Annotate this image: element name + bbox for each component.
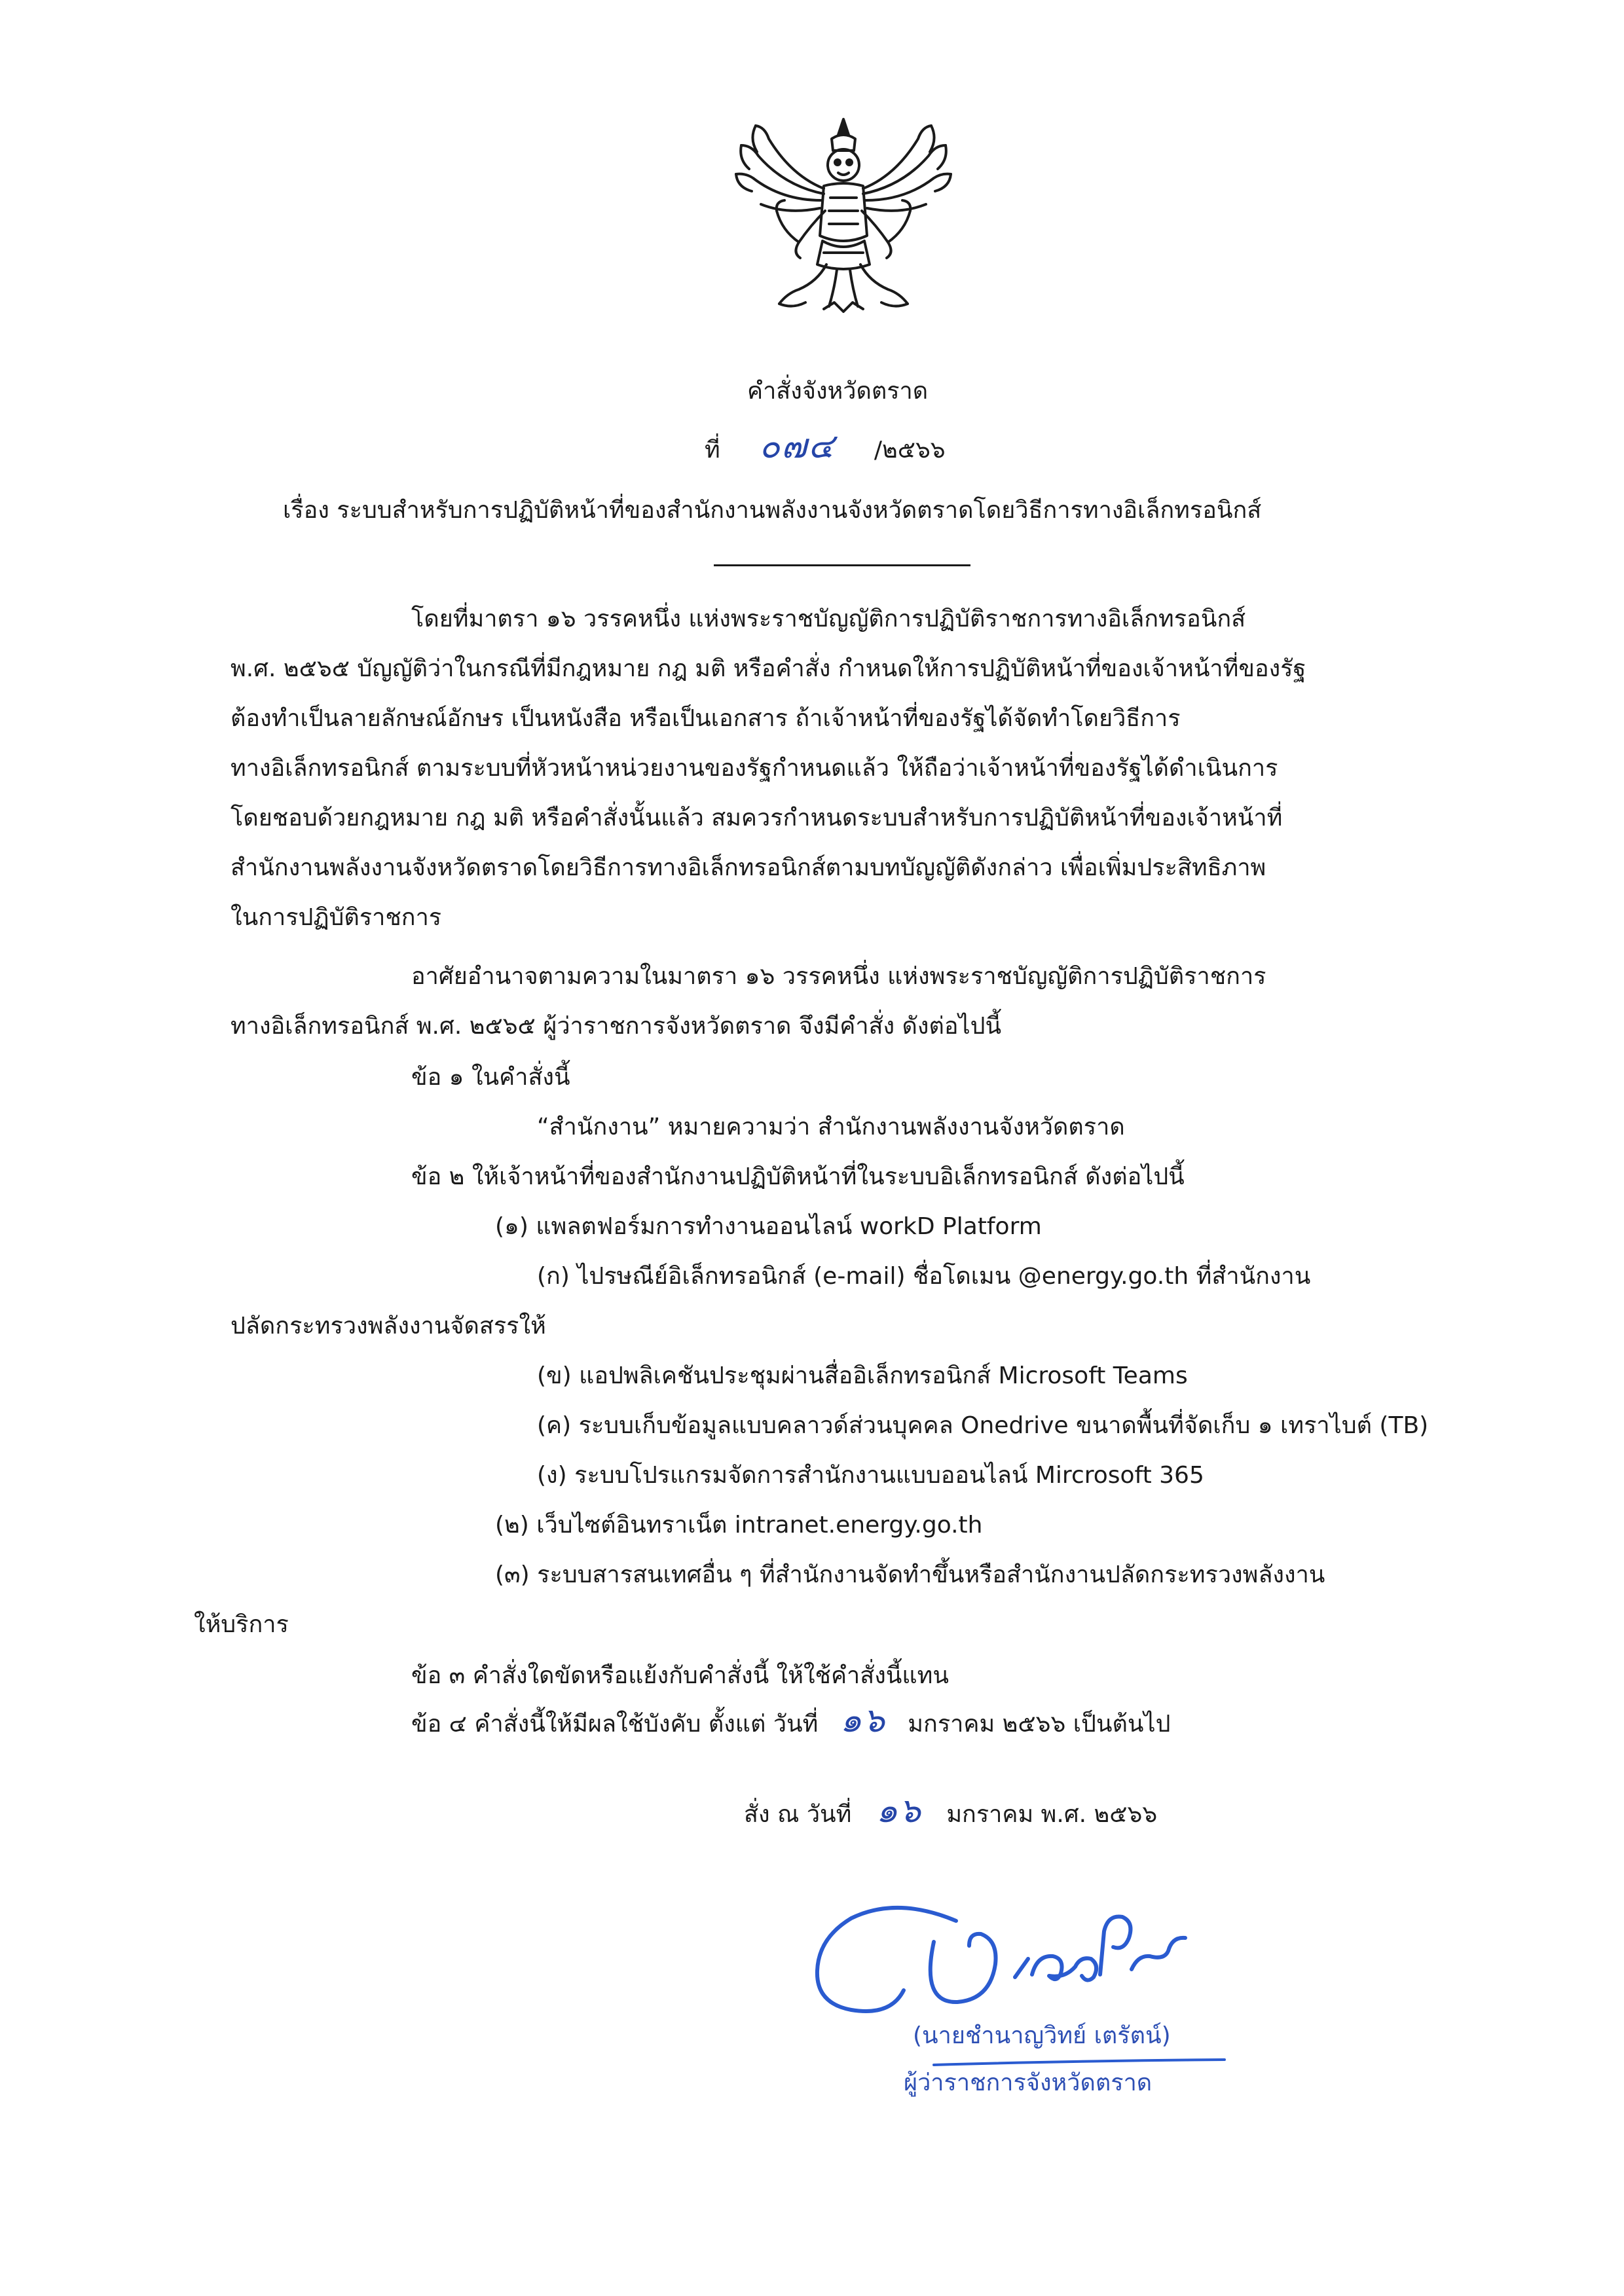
para1-line: โดยที่มาตรา ๑๖ วรรคหนึ่ง แห่งพระราชบัญญัติการปฏิบัติราชการทางอิเล็กทรอนิกส์	[411, 606, 1246, 632]
order-number-prefix: ที่	[705, 437, 720, 464]
para1-line: สำนักงานพลังงานจังหวัดตราดโดยวิธีการทางอิเล็กทรอนิกส์ตามบทบัญญัติดังกล่าว เพื่อเพิ่มประสิทธิภาพ	[231, 854, 1266, 881]
clause-2-item-1a-cont: ปลัดกระทรวงพลังงานจัดสรรให้	[231, 1313, 546, 1339]
garuda-emblem-icon	[719, 113, 968, 322]
title-divider	[714, 564, 970, 566]
clause-2-item-2: (๒) เว็บไซต์อินทราเน็ต intranet.energy.go.th	[495, 1512, 983, 1539]
clause-2-item-1: (๑) แพลตฟอร์มการทำงานออนไลน์ workD Platform	[495, 1213, 1042, 1240]
para1-line: โดยชอบด้วยกฎหมาย กฎ มติ หรือคำสั่งนั้นแล้ว สมควรกำหนดระบบสำหรับการปฏิบัติหน้าที่ของเจ้าหน้าที่	[231, 805, 1283, 831]
clause-3: ข้อ ๓ คำสั่งใดขัดหรือแย้งกับคำสั่งนี้ ให้ใช้คำสั่งนี้แทน	[411, 1662, 949, 1689]
clause-1: ข้อ ๑ ในคำสั่งนี้	[411, 1064, 570, 1091]
order-number	[705, 427, 946, 466]
signatory-name: (นายชำนาญวิทย์ เตรัตน์)	[913, 2022, 1171, 2049]
clause-1-definition: “สำนักงาน” หมายความว่า สำนักงานพลังงานจังหวัดตราด	[537, 1114, 1125, 1140]
clause-4	[411, 1701, 1171, 1740]
clause-4-prefix: ข้อ ๔ คำสั่งนี้ให้มีผลใช้บังคับ ตั้งแต่ วันที่	[411, 1711, 819, 1738]
para1-line: ทางอิเล็กทรอนิกส์ ตามระบบที่หัวหน้าหน่วยงานของรัฐกำหนดแล้ว ให้ถือว่าเจ้าหน้าที่ของรัฐได้ดำเนินการ	[231, 755, 1278, 782]
clause-2-item-1d: (ง) ระบบโปรแกรมจัดการสำนักงานแบบออนไลน์ Mircrosoft 365	[537, 1462, 1204, 1489]
para1-line: ต้องทำเป็นลายลักษณ์อักษร เป็นหนังสือ หรือเป็นเอกสาร ถ้าเจ้าหน้าที่ของรัฐได้จัดทำโดยวิธีการ	[231, 705, 1181, 732]
clause-4-day-handwritten: ๑๖	[840, 1701, 886, 1740]
clause-2-item-1b: (ข) แอปพลิเคชันประชุมผ่านสื่ออิเล็กทรอนิกส์ Microsoft Teams	[537, 1362, 1188, 1389]
clause-2: ข้อ ๒ ให้เจ้าหน้าที่ของสำนักงานปฏิบัติหน้าที่ในระบบอิเล็กทรอนิกส์ ดังต่อไปนี้	[411, 1163, 1185, 1190]
order-title: คำสั่งจังหวัดตราด	[747, 378, 929, 405]
given-day-handwritten: ๑๖	[876, 1791, 922, 1831]
given-date-suffix: มกราคม พ.ศ. ๒๕๖๖	[946, 1801, 1158, 1828]
given-date-prefix: สั่ง ณ วันที่	[744, 1801, 852, 1828]
clause-2-item-3: (๓) ระบบสารสนเทศอื่น ๆ ที่สำนักงานจัดทำขึ้นหรือสำนักงานปลัดกระทรวงพลังงาน	[495, 1561, 1325, 1588]
order-number-handwritten: ๐๗๔	[759, 427, 836, 466]
clause-4-suffix: มกราคม ๒๕๖๖ เป็นต้นไป	[908, 1711, 1171, 1738]
para1-line: ในการปฏิบัติราชการ	[231, 904, 442, 931]
para2-line: อาศัยอำนาจตามความในมาตรา ๑๖ วรรคหนึ่ง แห่งพระราชบัญญัติการปฏิบัติราชการ	[411, 963, 1266, 990]
clause-2-item-1a: (ก) ไปรษณีย์อิเล็กทรอนิกส์ (e-mail) ชื่อโดเมน @energy.go.th ที่สำนักงาน	[537, 1263, 1311, 1290]
clause-2-item-3-cont: ให้บริการ	[194, 1611, 289, 1638]
para1-line: พ.ศ. ๒๕๖๕ บัญญัติว่าในกรณีที่มีกฎหมาย กฎ มติ หรือคำสั่ง กำหนดให้การปฏิบัติหน้าที่ของเจ้าหน้าที่ของรัฐ	[231, 655, 1306, 682]
para2-line: ทางอิเล็กทรอนิกส์ พ.ศ. ๒๕๖๕ ผู้ว่าราชการจังหวัดตราด จึงมีคำสั่ง ดังต่อไปนี้	[231, 1013, 1002, 1040]
order-number-suffix: /๒๕๖๖	[874, 437, 946, 464]
given-date	[744, 1791, 1158, 1831]
order-subject: เรื่อง ระบบสำหรับการปฏิบัติหน้าที่ของสำนักงานพลังงานจังหวัดตราดโดยวิธีการทางอิเล็กทรอนิกส์	[283, 497, 1262, 524]
signatory-position: ผู้ว่าราชการจังหวัดตราด	[904, 2069, 1153, 2096]
clause-2-item-1c: (ค) ระบบเก็บข้อมูลแบบคลาวด์ส่วนบุคคล Onedrive ขนาดพื้นที่จัดเก็บ ๑ เทราไบต์ (TB)	[537, 1412, 1429, 1439]
